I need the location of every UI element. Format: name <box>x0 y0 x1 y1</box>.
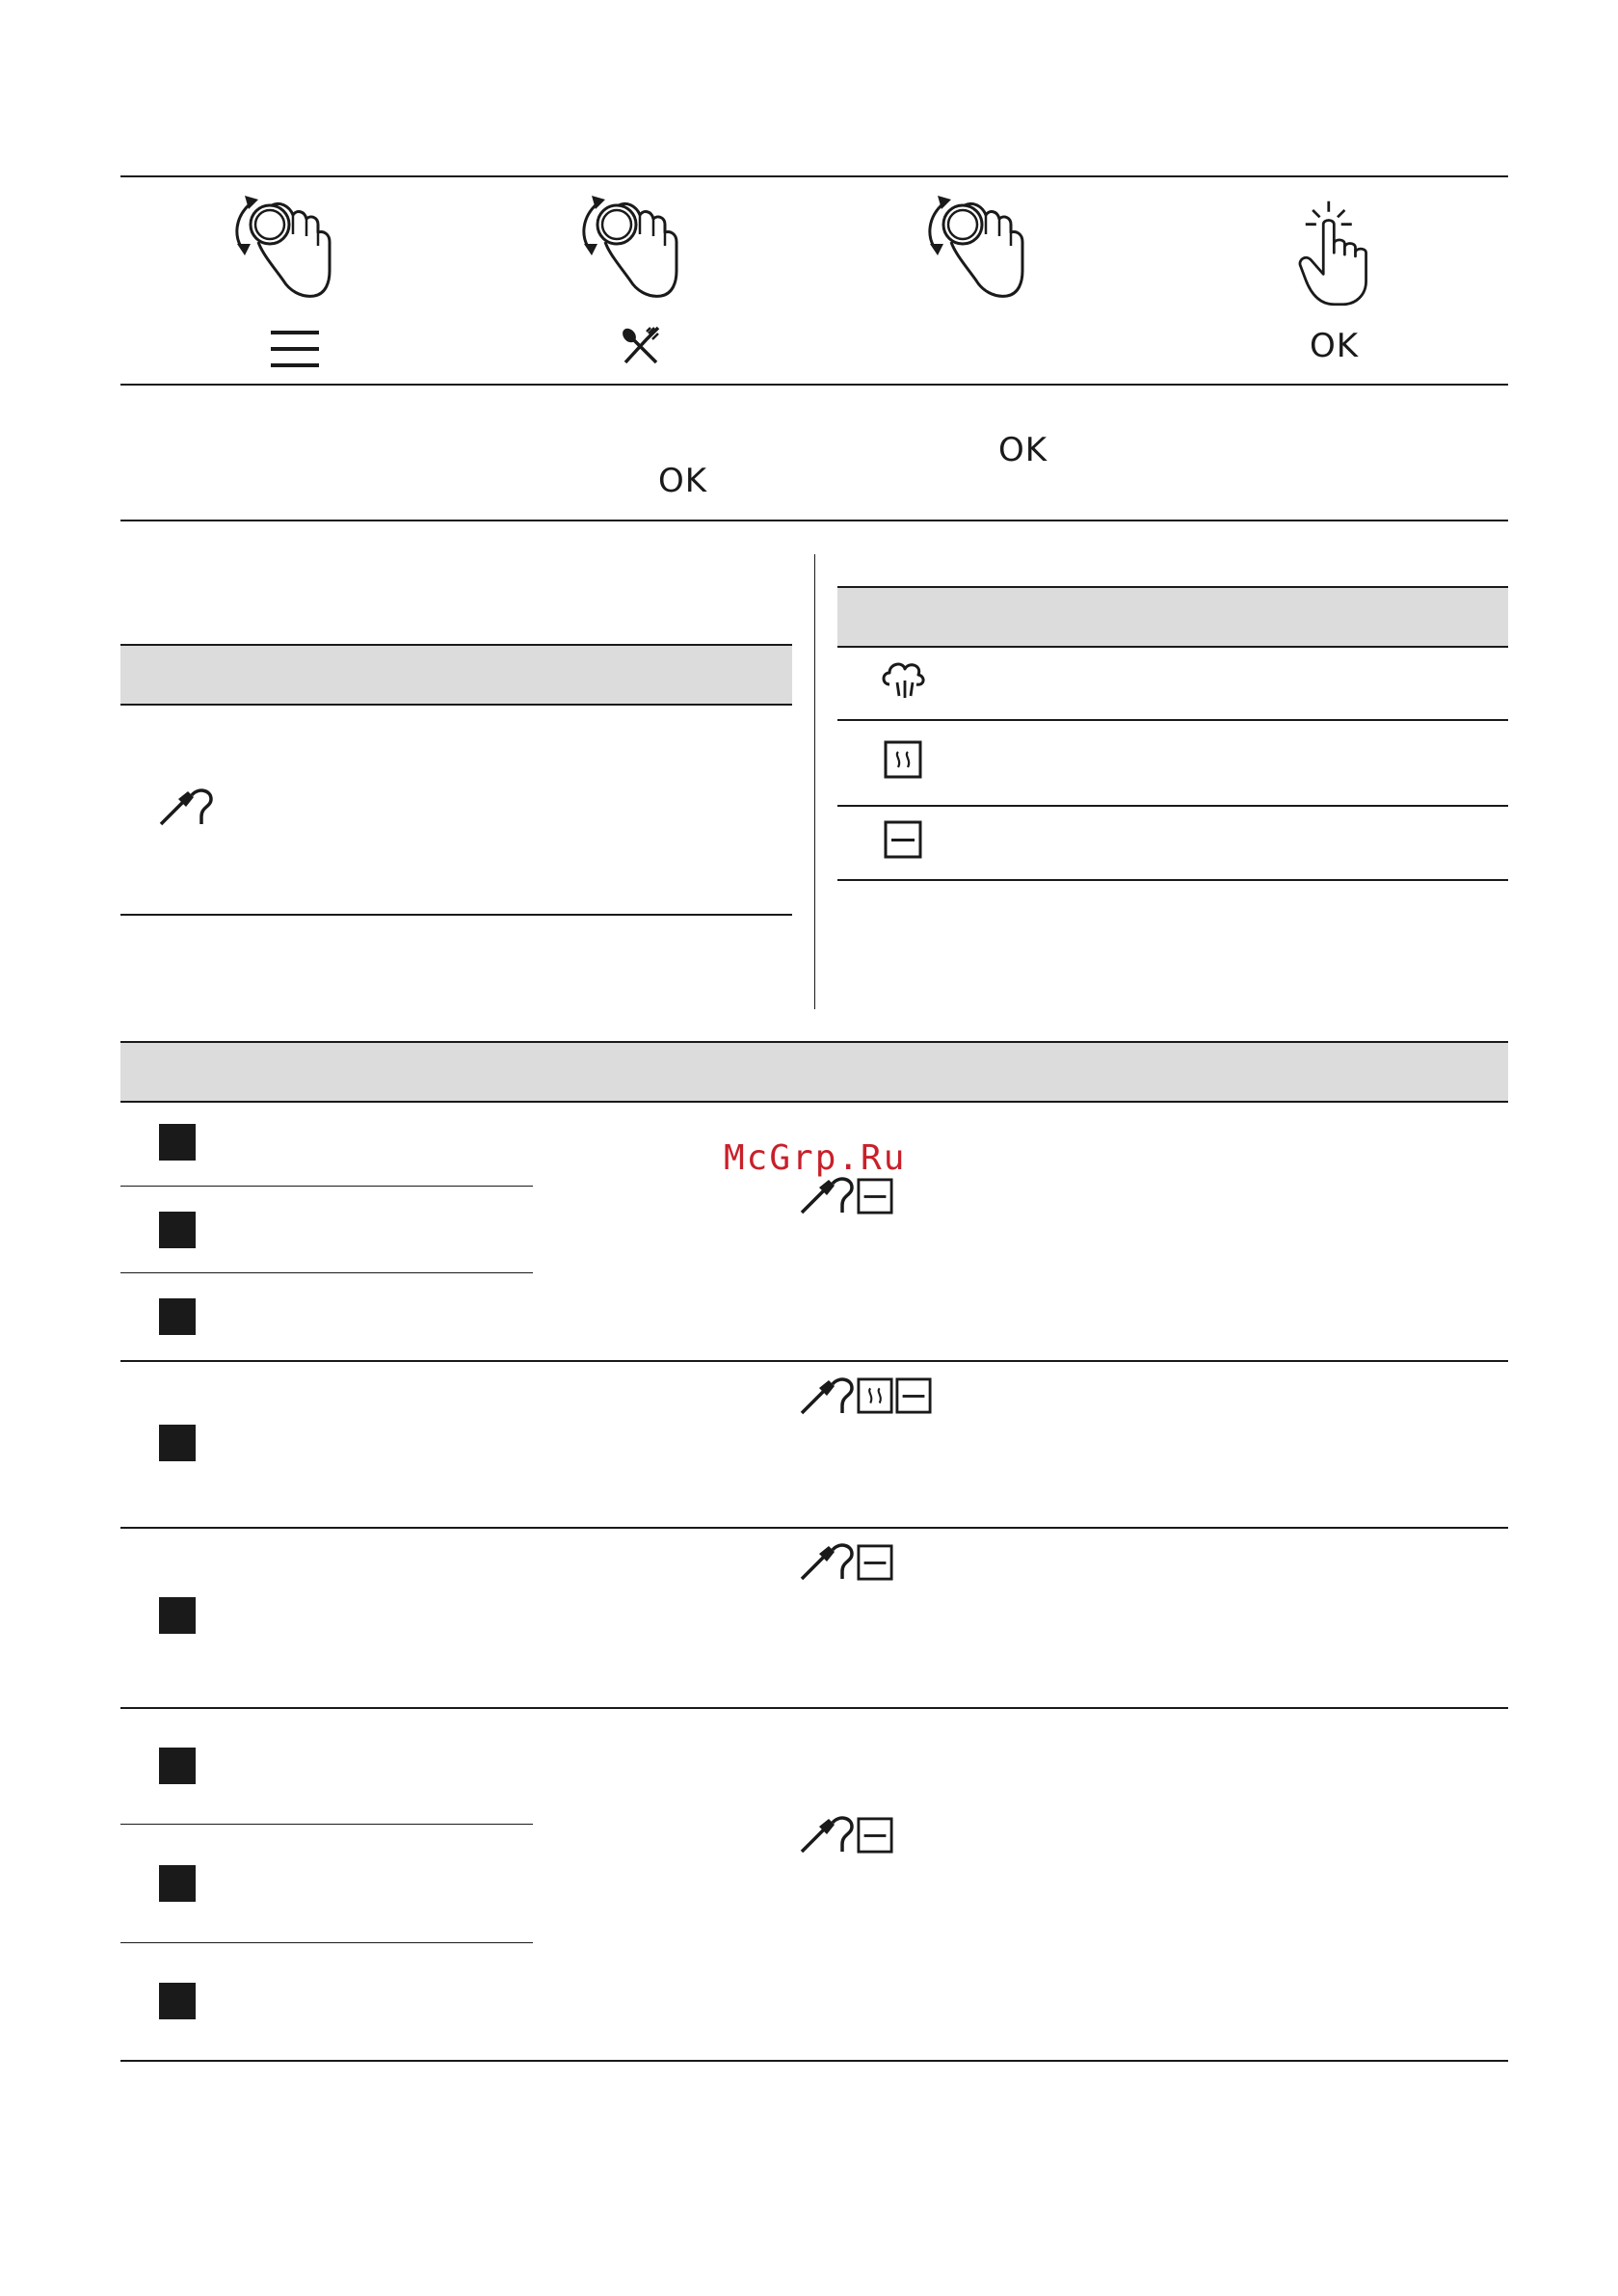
sub-row-rule <box>120 1186 533 1187</box>
top-rule <box>120 175 1508 177</box>
steam-icon <box>880 659 928 700</box>
right-header-bottom-rule <box>837 646 1508 648</box>
bottom-heat-icon <box>895 1377 932 1414</box>
right-header-top-rule <box>837 586 1508 588</box>
main-table-bottom-rule <box>120 2060 1508 2062</box>
bottom-heat-icon <box>857 1544 893 1581</box>
ok-inline-upper: OK <box>998 431 1048 469</box>
row-marker <box>159 1298 196 1335</box>
bottom-heat-icon <box>857 1178 893 1215</box>
left-panel-header <box>120 644 792 704</box>
meat-probe-icon <box>159 788 217 826</box>
meat-probe-icon <box>800 1376 858 1415</box>
row-marker <box>159 1865 196 1902</box>
ok-inline-lower: OK <box>658 462 708 500</box>
right-row-rule-2 <box>837 805 1508 807</box>
sub-row-rule <box>120 1942 533 1943</box>
tap-finger-icon <box>1289 198 1386 313</box>
right-panel-header <box>837 586 1508 646</box>
bottom-heat-icon <box>884 820 922 859</box>
left-header-bottom-rule <box>120 704 792 706</box>
rotate-knob-icon <box>922 186 1038 311</box>
rotate-knob-icon <box>229 186 345 311</box>
main-table-header <box>120 1041 1508 1101</box>
right-row-rule-1 <box>837 719 1508 721</box>
rotate-knob-icon <box>576 186 692 311</box>
group-rule-1 <box>120 1360 1508 1362</box>
row-marker <box>159 1124 196 1161</box>
menu-icon <box>271 331 319 369</box>
rule-after-steps <box>120 384 1508 386</box>
cutlery-icon <box>620 326 662 364</box>
group-rule-2 <box>120 1527 1508 1529</box>
bottom-heat-icon <box>857 1817 893 1854</box>
sub-row-rule <box>120 1824 533 1825</box>
left-panel-bottom-rule <box>120 914 792 916</box>
left-header-top-rule <box>120 644 792 646</box>
row-marker <box>159 1212 196 1248</box>
main-header-bottom-rule <box>120 1101 1508 1103</box>
rule-after-instruction <box>120 520 1508 521</box>
top-bottom-heat-icon <box>884 740 922 779</box>
meat-probe-icon <box>800 1176 858 1215</box>
meat-probe-icon <box>800 1542 858 1581</box>
right-panel-bottom-rule <box>837 879 1508 881</box>
row-marker <box>159 1748 196 1784</box>
main-header-top-rule <box>120 1041 1508 1043</box>
sub-row-rule <box>120 1272 533 1273</box>
row-marker <box>159 1983 196 2019</box>
meat-probe-icon <box>800 1815 858 1854</box>
top-bottom-heat-icon <box>857 1377 893 1414</box>
watermark: McGrp.Ru <box>724 1138 907 1178</box>
panel-divider <box>814 554 815 1009</box>
ok-label: OK <box>1310 327 1360 365</box>
group-rule-3 <box>120 1707 1508 1709</box>
row-marker <box>159 1597 196 1634</box>
row-marker <box>159 1425 196 1461</box>
